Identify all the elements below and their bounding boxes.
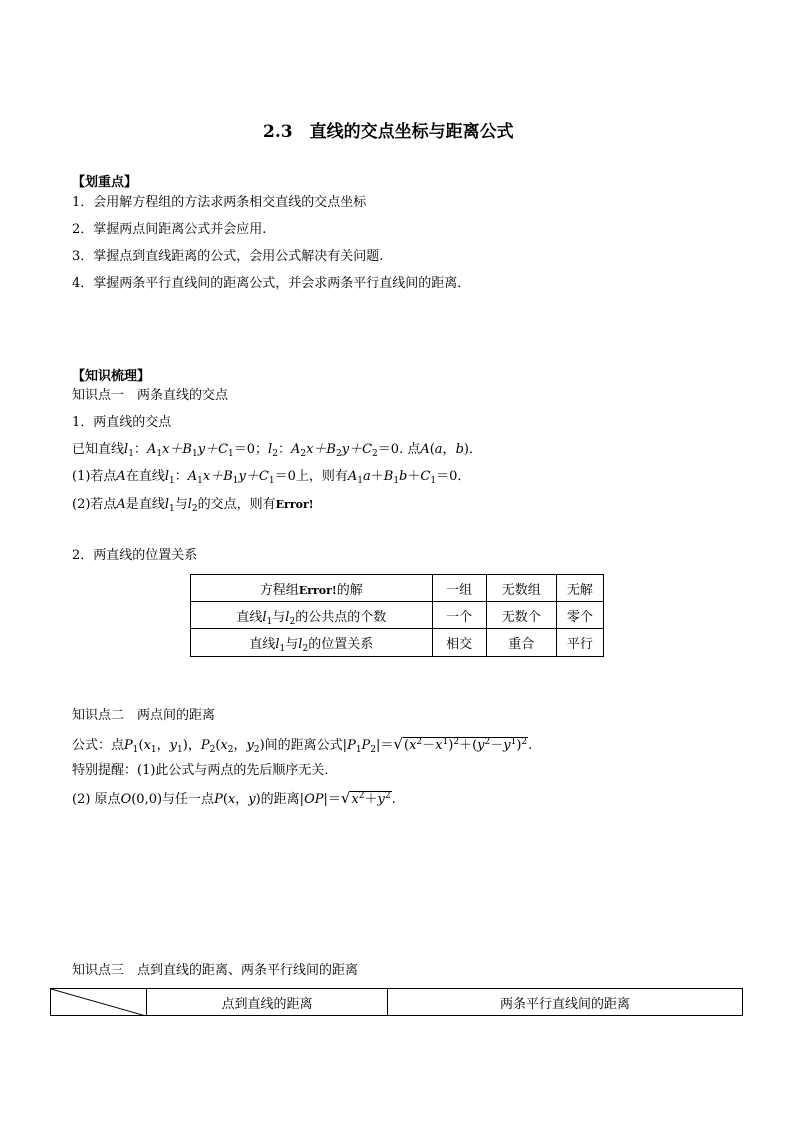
table-row <box>191 602 604 629</box>
table-cell: 直线$l_1$与$l_2$的公共点的个数 <box>191 602 433 629</box>
table-row <box>51 989 743 1016</box>
knowledge-point-2-title: 知识点二 两点间的距离 <box>72 708 216 723</box>
key-point-4: 4．掌握两条平行直线间的距离公式，并会求两条平行直线间的距离． <box>72 276 471 291</box>
diagonal-line <box>51 989 146 1016</box>
key-point-3: 3．掌握点到直线距离的公式，会用公式解决有关问题. <box>72 249 384 264</box>
distance-table <box>50 988 743 1016</box>
known-lines-line: 已知直线$l_1$：$A_1x+B_1y+C_1=0$；$l_2$：$A_2x+B_2y+C_2=0$. 点A(a，b)． <box>72 442 482 459</box>
subsection-position-relation: 2．两直线的位置关系 <box>72 548 198 563</box>
table-cell: 方程组Error!的解 <box>191 575 433 602</box>
table-cell: 一组 <box>432 575 486 602</box>
subsection-intersection: 1．两直线的交点 <box>72 415 172 430</box>
table-cell: 无解 <box>556 575 603 602</box>
table-cell: 一个 <box>432 602 486 629</box>
table-cell: 点到直线的距离 <box>147 989 388 1016</box>
table-row <box>191 575 604 602</box>
table-row <box>191 629 604 657</box>
table-cell: 两条平行直线间的距离 <box>388 989 743 1016</box>
key-point-1: 1．会用解方程组的方法求两条相交直线的交点坐标 <box>72 195 367 210</box>
distance-formula-line: 公式：点$P_1(x_1$，$y_1$)，$P_2(x_2$，$y_2$)间的距离公式$|P_1P_2|=√(x^2-x^1)^2+(y^2-y^1)^2$. <box>72 735 533 755</box>
condition-1-line: (1)若点A在直线$l_1$：$A_1x+B_1y+C_1=0$上，则有$A_1a+B_1b+C_1=0$． <box>72 469 471 486</box>
page-title: 2.3 直线的交点坐标与距离公式 <box>263 122 514 142</box>
origin-distance-line: (2) 原点O(0,0)与任一点P(x，y)的距离$|OP|=√x^2+y^2$. <box>72 789 396 807</box>
key-point-2: 2．掌握两点间距离公式并会应用. <box>72 222 267 237</box>
condition-2-line: (2)若点A是直线$l_1$与$l_2$的交点，则有Error! <box>72 497 314 514</box>
table-cell: 重合 <box>486 629 556 657</box>
knowledge-point-3-title: 知识点三 点到直线的距离、两条平行线间的距离 <box>72 963 359 978</box>
key-points-header: 【划重点】 <box>72 175 138 190</box>
table-cell: 零个 <box>556 602 603 629</box>
table-cell: 相交 <box>432 629 486 657</box>
knowledge-point-1-title: 知识点一 两条直线的交点 <box>72 388 229 403</box>
knowledge-header: 【知识梳理】 <box>72 369 151 384</box>
position-relation-table <box>190 574 604 657</box>
special-note-line: 特别提醒：(1)此公式与两点的先后顺序无关． <box>72 763 338 778</box>
table-cell: 无数个 <box>486 602 556 629</box>
table-cell: 直线$l_1$与$l_2$的位置关系 <box>191 629 433 657</box>
diagonal-header-cell <box>51 989 147 1016</box>
table-cell: 平行 <box>556 629 603 657</box>
table-cell: 无数组 <box>486 575 556 602</box>
